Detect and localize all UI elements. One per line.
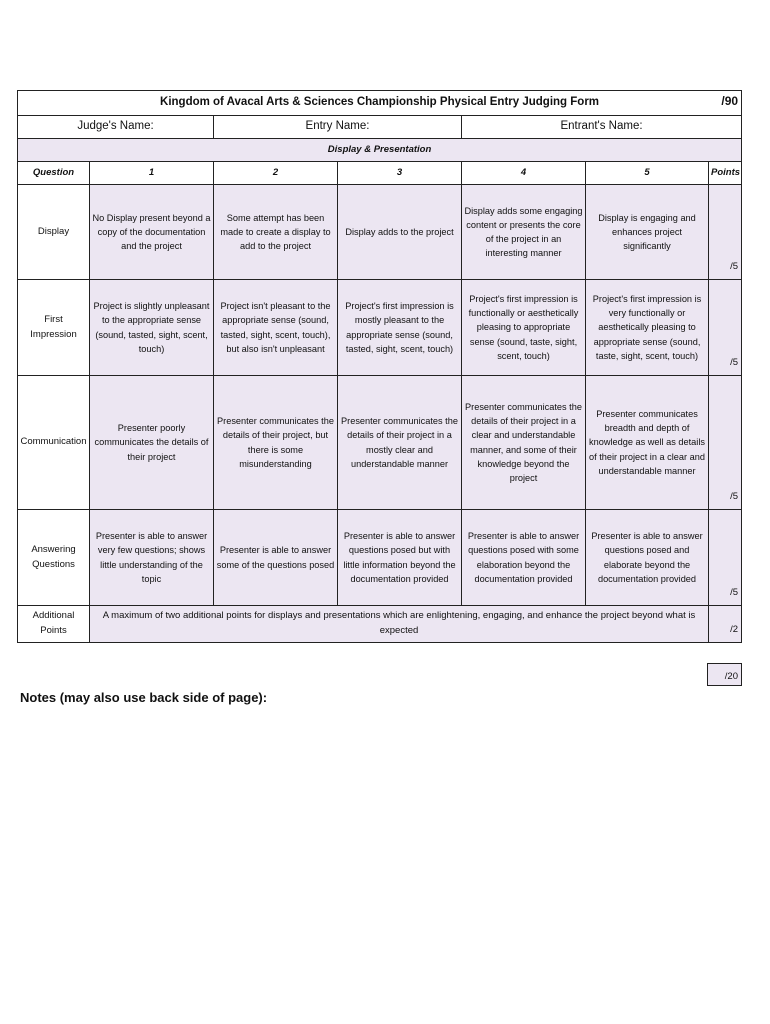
- column-header-question: Question: [18, 162, 90, 185]
- level-cell[interactable]: Project's first impression is functionally or aesthetically pleasing to appropriate sense (sound, taste, sight, scent, touch): [462, 280, 586, 376]
- points-cell[interactable]: [709, 606, 742, 643]
- criterion-row-display: [18, 185, 742, 280]
- points-max: /2: [730, 624, 739, 636]
- section-heading: Display & Presentation: [18, 139, 742, 162]
- additional-description: A maximum of two additional points for displays and presentations which are enlightening, engaging, and enhance the project beyond what is expected: [90, 606, 709, 643]
- level-cell[interactable]: Presenter communicates the details of their project in a clear and understandable manner, and some of their knowledge beyond the project: [462, 376, 586, 510]
- notes-label: Notes (may also use back side of page):: [20, 690, 268, 705]
- points-max: /5: [730, 357, 739, 369]
- points-max: /5: [730, 261, 739, 273]
- total-points: /90: [721, 94, 739, 108]
- level-cell[interactable]: Presenter is able to answer questions posed and elaborate beyond the documentation provided: [586, 510, 709, 606]
- criterion-row-first-impression: [18, 280, 742, 376]
- judging-form: [17, 90, 741, 643]
- form-title: Kingdom of Avacal Arts & Sciences Championship Physical Entry Judging Form: [160, 96, 600, 109]
- criterion-row-answering-questions: [18, 510, 742, 606]
- column-header-points: Points: [709, 162, 742, 185]
- rubric-table: [17, 90, 742, 643]
- column-header-4: 4: [462, 162, 586, 185]
- level-cell[interactable]: Some attempt has been made to create a display to add to the project: [214, 185, 338, 280]
- points-cell[interactable]: [709, 185, 742, 280]
- level-cell[interactable]: Presenter communicates the details of their project in a mostly clear and understandable manner: [338, 376, 462, 510]
- subtotal-value: /20: [724, 671, 738, 682]
- level-cell[interactable]: Display adds some engaging content or presents the core of the project in an interesting manner: [462, 185, 586, 280]
- level-cell[interactable]: Project isn't pleasant to the appropriate sense (sound, tasted, sight, scent, touch), but also isn't unpleasant: [214, 280, 338, 376]
- level-cell[interactable]: Presenter poorly communicates the details of their project: [90, 376, 214, 510]
- criterion-row-communication: [18, 376, 742, 510]
- points-max: /5: [730, 491, 739, 503]
- entry-name-field[interactable]: Entry Name:: [214, 116, 462, 139]
- level-cell[interactable]: Presenter is able to answer questions posed with some elaboration beyond the documentation provided: [462, 510, 586, 606]
- criterion-name: Additional Points: [18, 606, 90, 643]
- level-cell[interactable]: Presenter is able to answer questions posed but with little information beyond the documentation provided: [338, 510, 462, 606]
- column-header-3: 3: [338, 162, 462, 185]
- level-cell[interactable]: Project is slightly unpleasant to the appropriate sense (sound, tasted, sight, scent, touch): [90, 280, 214, 376]
- form-title-cell: [18, 91, 742, 116]
- points-cell[interactable]: [709, 376, 742, 510]
- column-header-1: 1: [90, 162, 214, 185]
- level-cell[interactable]: Presenter is able to answer some of the questions posed: [214, 510, 338, 606]
- level-cell[interactable]: No Display present beyond a copy of the documentation and the project: [90, 185, 214, 280]
- level-cell[interactable]: Display adds to the project: [338, 185, 462, 280]
- criterion-name: First Impression: [18, 280, 90, 376]
- criterion-name: Communication: [18, 376, 90, 510]
- points-cell[interactable]: [709, 510, 742, 606]
- subtotal-box[interactable]: [707, 663, 742, 686]
- level-cell[interactable]: Presenter communicates the details of their project, but there is some misunderstanding: [214, 376, 338, 510]
- level-cell[interactable]: Display is engaging and enhances project significantly: [586, 185, 709, 280]
- column-header-5: 5: [586, 162, 709, 185]
- criterion-name: Answering Questions: [18, 510, 90, 606]
- level-cell[interactable]: Project's first impression is mostly pleasant to the appropriate sense (sound, tasted, sight, scent, touch): [338, 280, 462, 376]
- column-header-2: 2: [214, 162, 338, 185]
- judge-name-field[interactable]: Judge's Name:: [18, 116, 214, 139]
- points-max: /5: [730, 587, 739, 599]
- points-cell[interactable]: [709, 280, 742, 376]
- criterion-name: Display: [18, 185, 90, 280]
- entrant-name-field[interactable]: Entrant's Name:: [462, 116, 742, 139]
- criterion-row-additional-points: [18, 606, 742, 643]
- level-cell[interactable]: Presenter communicates breadth and depth of knowledge as well as details of their project in a clear and understandable manner: [586, 376, 709, 510]
- level-cell[interactable]: Project's first impression is very functionally or aesthetically pleasing to appropriate sense (sound, taste, sight, scent, touch): [586, 280, 709, 376]
- level-cell[interactable]: Presenter is able to answer very few questions; shows little understanding of the topic: [90, 510, 214, 606]
